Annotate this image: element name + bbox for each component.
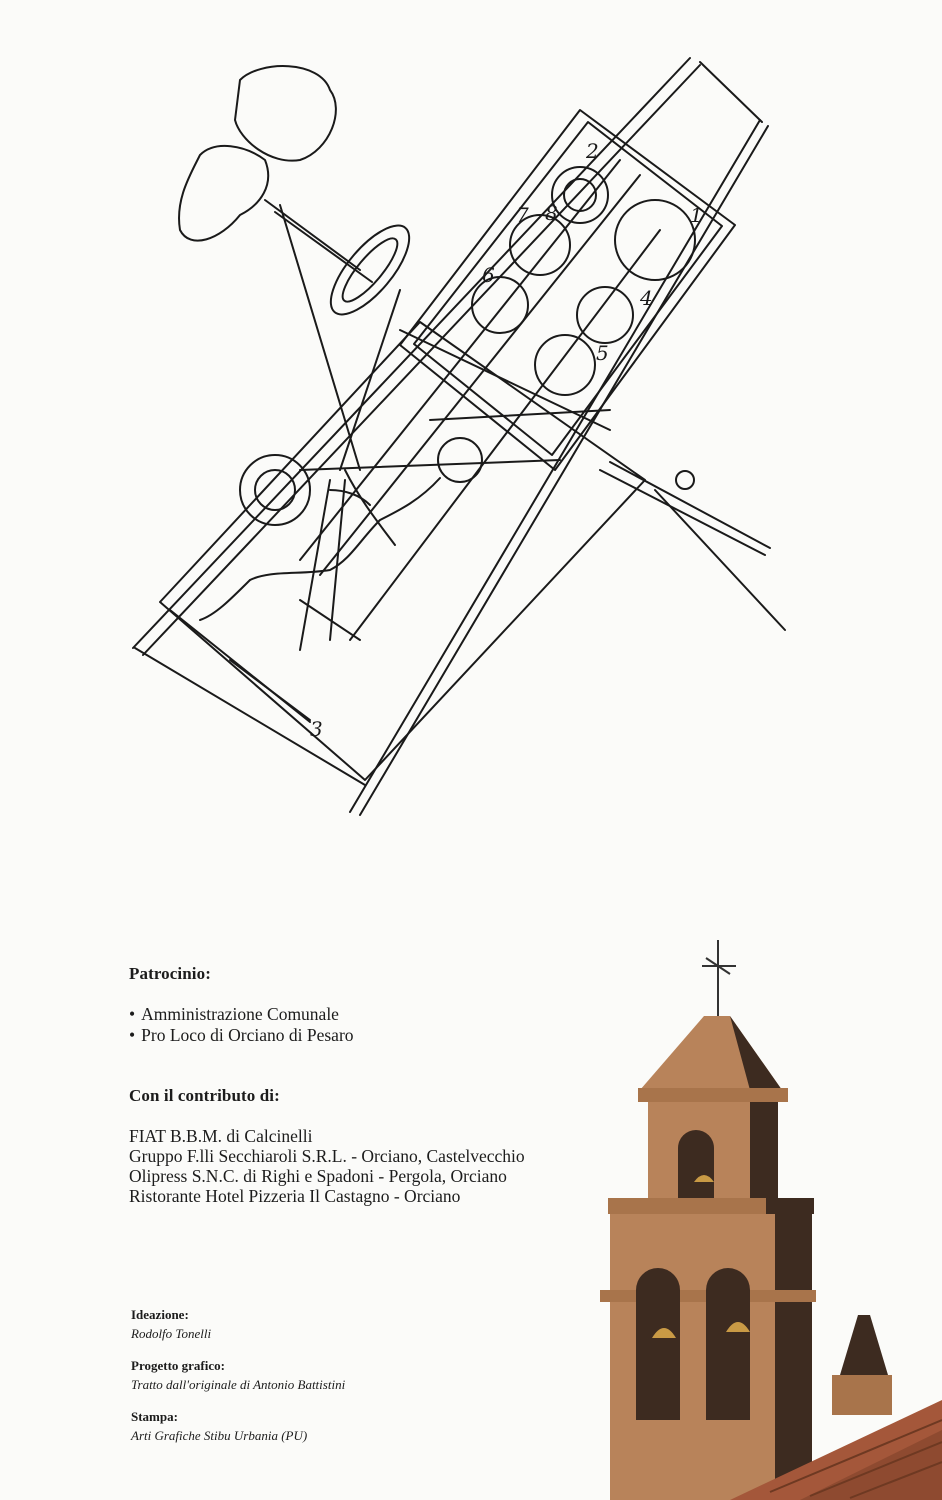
- list-item: • Pro Loco di Orciano di Pesaro: [129, 1025, 354, 1046]
- print-value: Arti Grafiche Stibu Urbania (PU): [131, 1428, 308, 1443]
- design-label: Progetto grafico:: [131, 1358, 225, 1373]
- concept-label: Ideazione:: [131, 1307, 189, 1322]
- concept-value: Rodolfo Tonelli: [131, 1326, 212, 1341]
- drawing-label: 5: [596, 341, 609, 365]
- sponsorship-list: [129, 1004, 354, 1046]
- drawing-label: 1: [690, 203, 703, 227]
- drawing-label: 2: [586, 139, 599, 163]
- list-item: Olipress S.N.C. di Righi e Spadoni - Pergola, Orciano: [129, 1166, 507, 1186]
- contributors-heading: Con il contributo di:: [129, 1086, 280, 1105]
- drawing-label: 7: [516, 203, 529, 227]
- list-item: Gruppo F.lli Secchiaroli S.R.L. - Orciano, Castelvecchio: [129, 1146, 525, 1166]
- sponsorship-heading: Patrocinio:: [129, 964, 211, 983]
- print-label: Stampa:: [131, 1409, 178, 1424]
- drawing-label: 8: [545, 201, 558, 225]
- contributors-list: [129, 1126, 525, 1206]
- bell-tower-photo: [570, 930, 942, 1500]
- list-item: • Amministrazione Comunale: [129, 1004, 354, 1025]
- list-item: Ristorante Hotel Pizzeria Il Castagno - Orciano: [129, 1186, 461, 1206]
- design-value: Tratto dall'originale di Antonio Battistini: [131, 1377, 346, 1392]
- drawing-label: 3: [310, 717, 323, 741]
- list-item: FIAT B.B.M. di Calcinelli: [129, 1126, 313, 1146]
- drawing-label: 6: [482, 263, 495, 287]
- drawing-label: 4: [640, 286, 653, 310]
